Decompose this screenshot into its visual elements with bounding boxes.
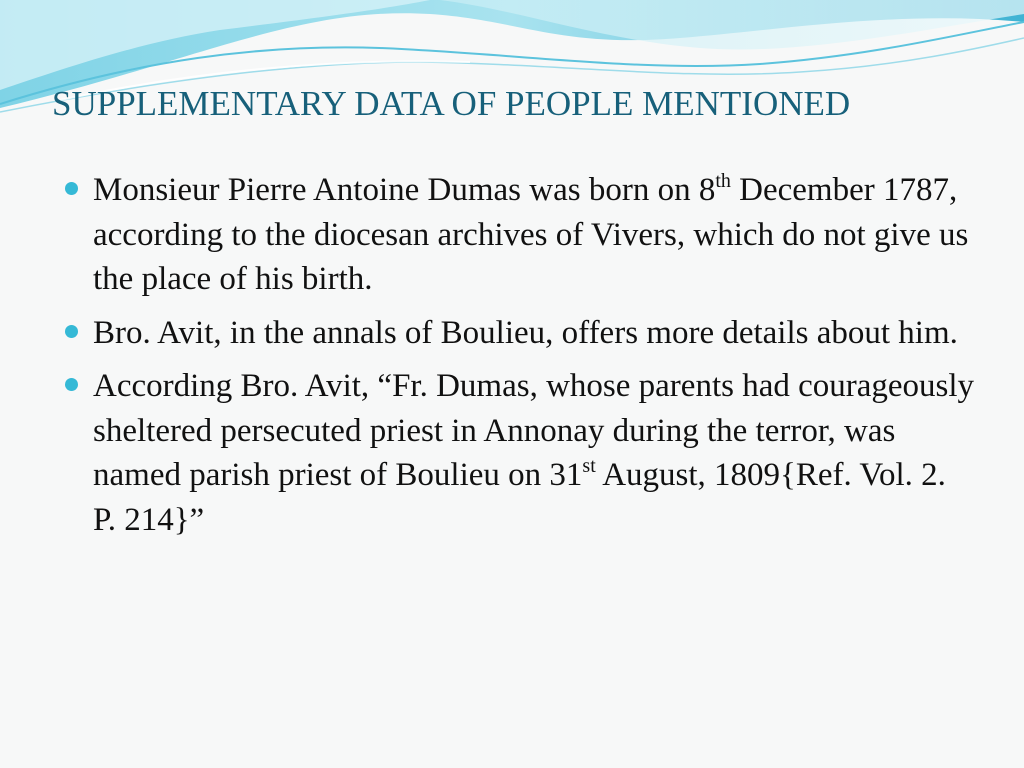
bullet-text: According Bro. Avit, “Fr. Dumas, whose parents had courageously sheltered persecuted priest in Annonay during the terror, was named parish priest of Boulieu on 31 (93, 368, 975, 493)
bullet-dot-icon (65, 182, 78, 195)
bullet-text: Bro. Avit, in the annals of Boulieu, offers more details about him. (93, 314, 958, 351)
bullet-dot-icon (65, 378, 78, 391)
slide-title: SUPPLEMENTARY DATA OF PEOPLE MENTIONED (52, 84, 851, 123)
bullet-item (62, 364, 977, 542)
ordinal-superscript: st (582, 455, 596, 477)
ordinal-superscript: th (715, 170, 731, 192)
bullet-text-continued: August, 1809{Ref. Vol. 2. P. 214}” (93, 457, 946, 538)
bullet-text-continued: December 1787, according to the diocesan archives of Vivers, which do not give us the place of his birth. (93, 172, 969, 297)
bullet-item (62, 168, 977, 302)
bullet-dot-icon (65, 325, 78, 338)
bullet-list (62, 168, 977, 551)
bullet-item (62, 311, 977, 356)
bullet-text: Monsieur Pierre Antoine Dumas was born on 8 (93, 172, 716, 208)
